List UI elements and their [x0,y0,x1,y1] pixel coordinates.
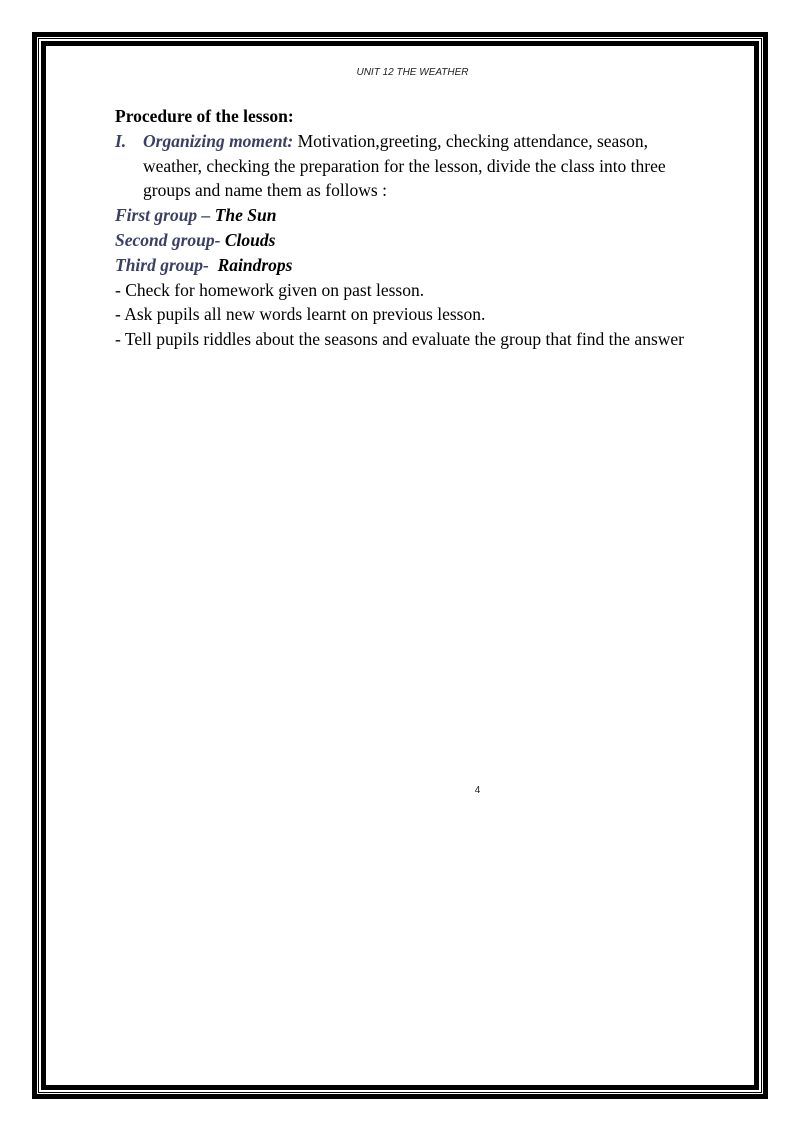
list-number: I. [115,130,127,151]
task-riddles: - Tell pupils riddles about the seasons and evaluate the group that find the answer [115,329,684,350]
organizing-text-1: Motivation,greeting, checking attendance, season, [293,130,648,151]
group-name: The Sun [214,205,277,226]
organizing-label: Organizing moment: [143,130,294,151]
organizing-line-2: weather, checking the preparation for the lesson, divide the class into three [143,155,666,176]
group-name: Clouds [224,229,276,250]
organizing-line-3: groups and name them as follows : [143,180,387,201]
group-label: First group – [115,205,215,226]
group-name: Raindrops [217,254,293,275]
organizing-line-1 [143,129,745,154]
group-label: Third group- [115,254,218,275]
task-homework: - Check for homework given on past lesson. [115,279,425,300]
organizing-moment-item [115,129,745,203]
page-number: 4 [474,785,481,796]
group-line-third [115,253,745,278]
lesson-content [115,104,745,352]
page-header: UNIT 12 THE WEATHER [356,67,469,78]
group-line-first [115,203,745,228]
section-title: Procedure of the lesson: [115,106,294,126]
group-label: Second group- [115,229,225,250]
group-line-second [115,228,745,253]
task-new-words: - Ask pupils all new words learnt on previous lesson. [115,304,486,325]
